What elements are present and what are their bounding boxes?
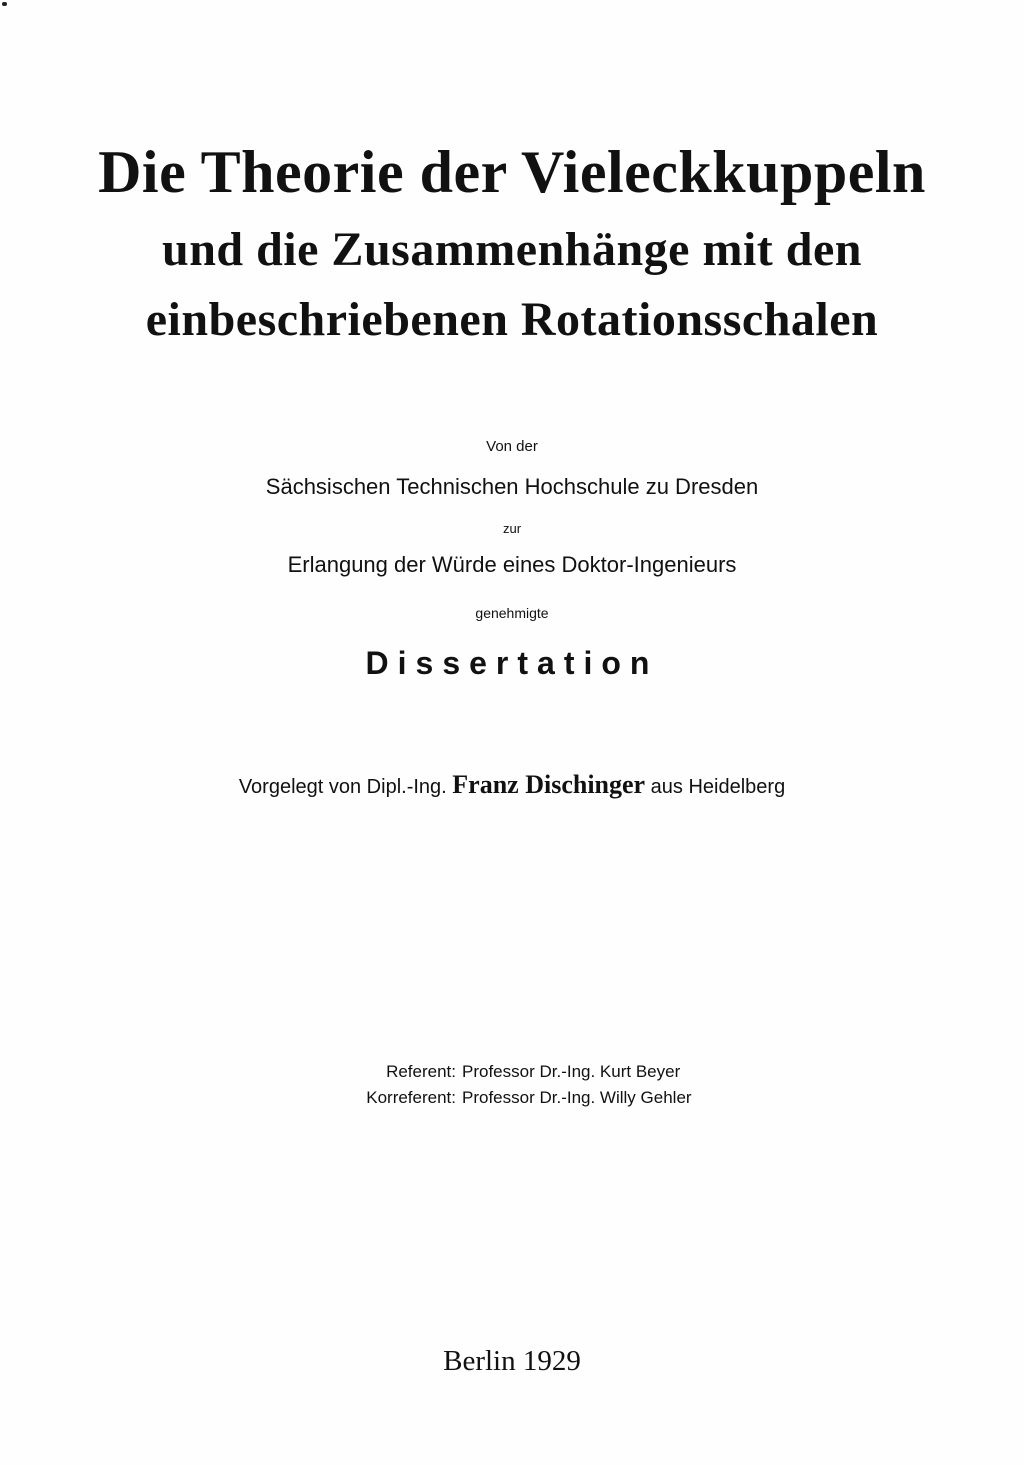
degree-purpose: Erlangung der Würde eines Doktor-Ingenieurs — [287, 552, 737, 577]
title-line-1: Die Theorie der Vieleckkuppeln — [98, 139, 926, 205]
genehmigte-text: genehmigte — [475, 605, 549, 621]
referee-name: Professor Dr.-Ing. Kurt Beyer — [462, 1062, 681, 1081]
zur-text: zur — [502, 521, 522, 536]
referee-row — [0, 1062, 1024, 1088]
von-der-text: Von der — [486, 438, 538, 455]
institution-name: Sächsischen Technischen Hochschule zu Dresden — [265, 474, 759, 499]
coreferee-role: Korreferent: — [366, 1088, 456, 1107]
referee-role: Referent: — [386, 1062, 456, 1081]
author-origin: aus Heidelberg — [650, 776, 786, 798]
document-type: Dissertation — [365, 645, 659, 681]
coreferee-row — [0, 1088, 1024, 1114]
place-and-year: Berlin 1929 — [443, 1345, 581, 1377]
author-name: Franz Dischinger — [452, 770, 646, 799]
coreferee-name: Professor Dr.-Ing. Willy Gehler — [462, 1088, 692, 1107]
scan-speck — [2, 2, 7, 6]
author-prefix: Vorgelegt von Dipl.-Ing. — [238, 776, 447, 798]
referees-block — [0, 1062, 1024, 1114]
author-line — [0, 770, 1024, 800]
title-line-3: einbeschriebenen Rotationsschalen — [145, 293, 879, 346]
title-line-2: und die Zusammenhänge mit den — [162, 223, 862, 276]
